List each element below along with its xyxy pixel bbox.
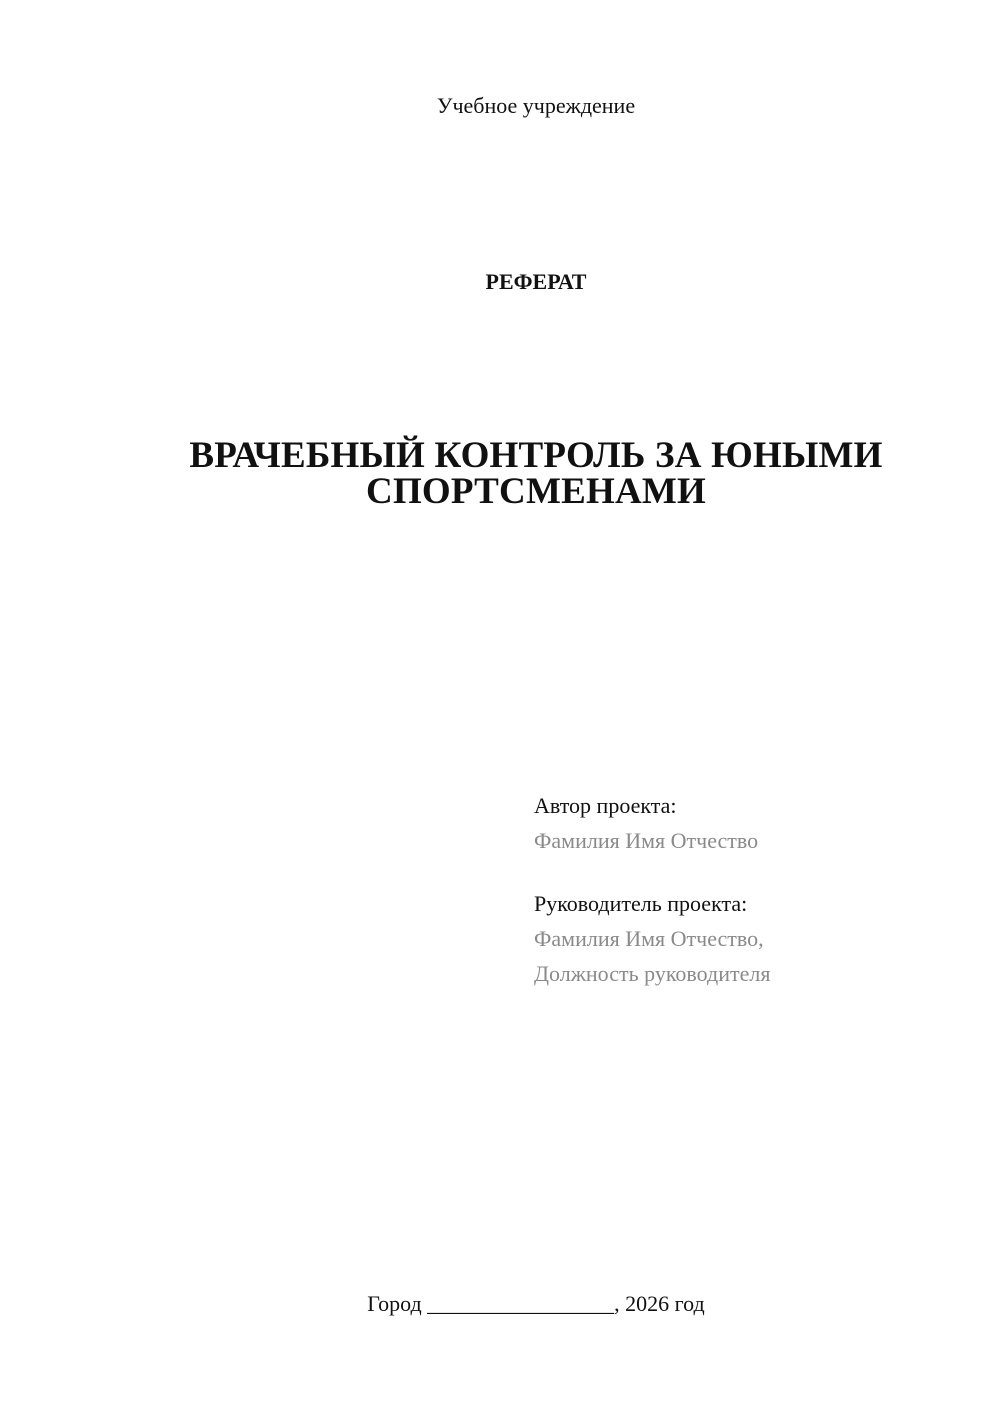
author-label: Автор проекта: (534, 793, 677, 818)
year-text: , 2026 год (614, 1291, 705, 1316)
credits-block (534, 788, 974, 991)
city-year-line (0, 1290, 1000, 1318)
supervisor-position: Должность руководителя (534, 961, 771, 986)
supervisor-name: Фамилия Имя Отчество, (534, 926, 764, 951)
author-name: Фамилия Имя Отчество (534, 828, 759, 853)
document-title (150, 435, 922, 512)
city-label: Город (367, 1291, 422, 1316)
city-blank: _________________ (427, 1291, 615, 1316)
credits-spacer (534, 858, 974, 886)
institution-name: Учебное учреждение (436, 93, 636, 118)
document-type: РЕФЕРАТ (485, 269, 587, 294)
document-title-line-1: ВРАЧЕБНЫЙ КОНТРОЛЬ ЗА ЮНЫМИ (189, 435, 883, 476)
supervisor-label: Руководитель проекта: (534, 891, 748, 916)
document-title-line-2: СПОРТСМЕНАМИ (366, 471, 706, 512)
